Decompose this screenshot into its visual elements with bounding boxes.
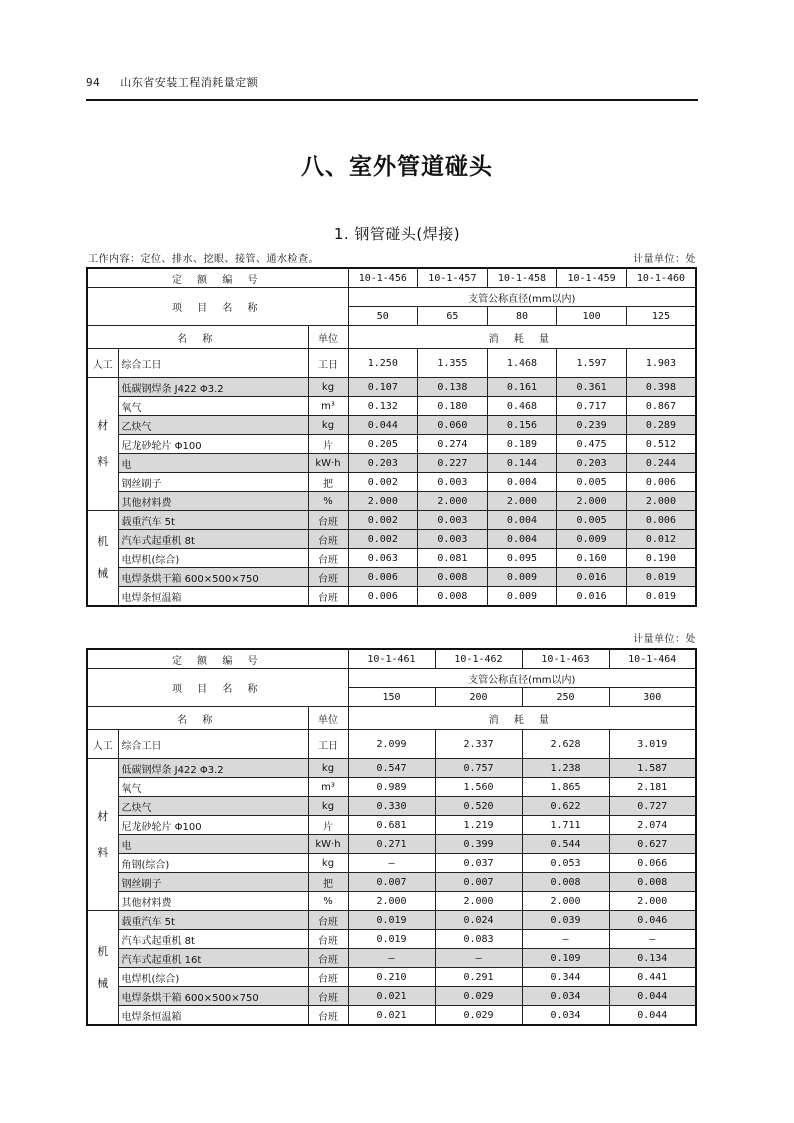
resource-name: 低碳钢焊条 J422 Φ3.2 [118, 759, 308, 778]
consumption-value: 1.355 [418, 349, 488, 378]
material-category-char: 料 [97, 845, 109, 859]
material-row [87, 835, 696, 854]
resource-name: 综合工日 [118, 730, 308, 759]
machine-row [87, 511, 696, 530]
material-category [87, 759, 118, 911]
name-header: 名 称 [87, 326, 308, 349]
consumption-value: 0.107 [348, 378, 418, 397]
consumption-value: 0.002 [348, 473, 418, 492]
consumption-value: 0.727 [609, 797, 696, 816]
consumption-value: 2.628 [522, 730, 609, 759]
material-row [87, 892, 696, 911]
consumption-value: 0.189 [487, 435, 557, 454]
resource-name: 汽车式起重机 8t [118, 930, 308, 949]
consumption-value: 0.361 [557, 378, 627, 397]
page-number: 94 [86, 76, 101, 89]
machine-row [87, 987, 696, 1006]
consumption-value: 0.004 [487, 530, 557, 549]
consumption-value: 2.000 [348, 492, 418, 511]
consumption-value: 1.219 [435, 816, 522, 835]
consumption-value: 0.081 [418, 549, 488, 568]
diameter-value: 200 [435, 688, 522, 707]
consumption-value: 0.399 [435, 835, 522, 854]
consumption-value: 1.711 [522, 816, 609, 835]
consumption-value: 0.044 [348, 416, 418, 435]
material-row [87, 778, 696, 797]
consumption-value: 0.009 [487, 568, 557, 587]
consumption-value: 0.008 [522, 873, 609, 892]
material-row [87, 416, 696, 435]
resource-name: 乙炔气 [118, 797, 308, 816]
consumption-value: 0.398 [626, 378, 696, 397]
name-header: 名 称 [87, 707, 308, 730]
consumption-value: 0.274 [418, 435, 488, 454]
consumption-value: 0.016 [557, 568, 627, 587]
consumption-value: 0.468 [487, 397, 557, 416]
consumption-value: 0.203 [557, 454, 627, 473]
consumption-value: 2.000 [557, 492, 627, 511]
resource-name: 角钢(综合) [118, 854, 308, 873]
resource-unit: kg [308, 378, 348, 397]
quota-code-label: 定 额 编 号 [87, 268, 348, 288]
consumption-value: 2.099 [348, 730, 435, 759]
material-row [87, 397, 696, 416]
consumption-value: 0.024 [435, 911, 522, 930]
consumption-value: 0.289 [626, 416, 696, 435]
consumption-value: 2.337 [435, 730, 522, 759]
chapter-title: 八、室外管道碰头 [301, 154, 493, 180]
resource-unit: kW·h [308, 835, 348, 854]
resource-name: 电 [118, 835, 308, 854]
machine-row [87, 1006, 696, 1026]
machine-category-char: 械 [97, 976, 109, 990]
material-category-char: 料 [97, 455, 109, 468]
consumption-value: 0.003 [418, 473, 488, 492]
consumption-value: 1.560 [435, 778, 522, 797]
consumption-value: 0.044 [609, 987, 696, 1006]
quota-code-row [87, 268, 696, 288]
material-row [87, 378, 696, 397]
material-row [87, 492, 696, 511]
consumption-value: 0.512 [626, 435, 696, 454]
consumption-value: 0.210 [348, 968, 435, 987]
resource-name: 电焊机(综合) [118, 549, 308, 568]
consumption-value: 0.156 [487, 416, 557, 435]
diameter-value: 250 [522, 688, 609, 707]
resource-name: 其他材料费 [118, 892, 308, 911]
consumption-value: 0.138 [418, 378, 488, 397]
resource-unit: kg [308, 759, 348, 778]
consumption-value: 0.029 [435, 987, 522, 1006]
machine-row [87, 549, 696, 568]
consumption-value: 0.757 [435, 759, 522, 778]
consumption-value: — [522, 930, 609, 949]
item-name-label: 项 目 名 称 [87, 288, 348, 326]
consumption-value: 0.475 [557, 435, 627, 454]
resource-unit: 把 [308, 873, 348, 892]
material-row [87, 454, 696, 473]
consumption-value: 1.597 [557, 349, 627, 378]
consumption-value: 1.238 [522, 759, 609, 778]
consumption-value: 1.865 [522, 778, 609, 797]
consumption-value: 0.190 [626, 549, 696, 568]
resource-name: 尼龙砂轮片 Φ100 [118, 816, 308, 835]
consumption-value: 0.063 [348, 549, 418, 568]
consumption-value: 0.039 [522, 911, 609, 930]
consumption-value: 0.005 [557, 473, 627, 492]
consumption-value: 0.006 [348, 568, 418, 587]
material-row [87, 816, 696, 835]
consumption-value: 0.005 [557, 511, 627, 530]
machine-category-char: 机 [97, 944, 109, 958]
resource-unit: kg [308, 854, 348, 873]
consumption-value: 0.520 [435, 797, 522, 816]
book-title: 山东省安装工程消耗量定额 [120, 76, 259, 89]
diameter-value: 50 [348, 307, 418, 326]
resource-name: 氧气 [118, 778, 308, 797]
header-rule [86, 99, 698, 101]
machine-row [87, 968, 696, 987]
table1-meta [88, 250, 696, 265]
labor-row [87, 349, 696, 378]
column-header-row [87, 326, 696, 349]
consumption-value: 0.681 [348, 816, 435, 835]
resource-unit: 台班 [308, 568, 348, 587]
resource-name: 氧气 [118, 397, 308, 416]
resource-unit: % [308, 492, 348, 511]
labor-category: 人工 [87, 730, 118, 759]
resource-unit: 把 [308, 473, 348, 492]
consumption-value: — [348, 854, 435, 873]
consumption-value: 2.000 [626, 492, 696, 511]
consumption-value: 0.622 [522, 797, 609, 816]
resource-name: 载重汽车 5t [118, 511, 308, 530]
quota-code: 10-1-461 [348, 649, 435, 669]
diameter-caption: 支管公称直径(mm以内) [348, 288, 696, 307]
resource-unit: m³ [308, 778, 348, 797]
consumption-value: 0.044 [609, 1006, 696, 1026]
consumption-value: 0.019 [626, 568, 696, 587]
material-row [87, 473, 696, 492]
work-content: 工作内容：定位、排水、挖眼、接管、通水检查。 [88, 254, 319, 265]
resource-unit: kW·h [308, 454, 348, 473]
quota-code: 10-1-459 [557, 268, 627, 288]
machine-category-char: 械 [97, 567, 109, 580]
resource-unit: 台班 [308, 911, 348, 930]
diameter-value: 100 [557, 307, 627, 326]
consumption-value: 0.053 [522, 854, 609, 873]
material-category [87, 378, 118, 511]
consumption-value: 0.627 [609, 835, 696, 854]
section-title: 1. 钢管碰头(焊接) [333, 225, 461, 243]
consumption-value: 1.468 [487, 349, 557, 378]
consumption-value: 0.060 [418, 416, 488, 435]
resource-name: 汽车式起重机 8t [118, 530, 308, 549]
resource-unit: kg [308, 416, 348, 435]
consumption-value: 0.019 [626, 587, 696, 607]
material-row [87, 873, 696, 892]
quota-code: 10-1-456 [348, 268, 418, 288]
consumption-value: 0.227 [418, 454, 488, 473]
resource-unit: 台班 [308, 549, 348, 568]
consumption-value: 0.180 [418, 397, 488, 416]
item-name-row [87, 669, 696, 688]
consumption-value: 0.004 [487, 511, 557, 530]
resource-unit: 台班 [308, 930, 348, 949]
running-header [86, 74, 698, 90]
resource-unit: 台班 [308, 587, 348, 607]
consumption-value: 0.989 [348, 778, 435, 797]
unit-header: 单位 [308, 707, 348, 730]
consumption-value: 0.019 [348, 911, 435, 930]
machine-row [87, 568, 696, 587]
quota-code: 10-1-463 [522, 649, 609, 669]
diameter-value: 80 [487, 307, 557, 326]
material-row [87, 854, 696, 873]
resource-unit: 片 [308, 816, 348, 835]
resource-name: 电焊条恒温箱 [118, 587, 308, 607]
resource-name: 钢丝刷子 [118, 873, 308, 892]
consumption-value: 0.007 [435, 873, 522, 892]
consumption-value: 0.083 [435, 930, 522, 949]
material-category-char: 材 [97, 809, 109, 823]
consumption-value: 0.004 [487, 473, 557, 492]
item-name-label: 项 目 名 称 [87, 669, 348, 707]
consumption-value: 0.547 [348, 759, 435, 778]
consumption-value: 0.867 [626, 397, 696, 416]
diameter-caption: 支管公称直径(mm以内) [348, 669, 696, 688]
consumption-value: 0.029 [435, 1006, 522, 1026]
resource-unit: 工日 [308, 349, 348, 378]
resource-unit: kg [308, 797, 348, 816]
consumption-value: 0.160 [557, 549, 627, 568]
consumption-value: 0.717 [557, 397, 627, 416]
labor-row [87, 730, 696, 759]
consumption-value: 2.000 [522, 892, 609, 911]
consumption-value: 2.000 [348, 892, 435, 911]
consumption-value: 0.066 [609, 854, 696, 873]
consumption-value: 0.009 [557, 530, 627, 549]
resource-name: 电焊条烘干箱 600×500×750 [118, 987, 308, 1006]
consumption-value: 0.008 [609, 873, 696, 892]
consumption-value: 0.034 [522, 1006, 609, 1026]
consumption-value: 0.544 [522, 835, 609, 854]
consumption-value: 0.244 [626, 454, 696, 473]
column-header-row [87, 707, 696, 730]
consumption-value: 0.008 [418, 587, 488, 607]
consumption-value: 2.000 [609, 892, 696, 911]
consumption-value: 2.181 [609, 778, 696, 797]
resource-name: 其他材料费 [118, 492, 308, 511]
consumption-value: 0.021 [348, 1006, 435, 1026]
quota-code: 10-1-460 [626, 268, 696, 288]
resource-name: 尼龙砂轮片 Φ100 [118, 435, 308, 454]
machine-row [87, 530, 696, 549]
item-name-row [87, 288, 696, 307]
material-row [87, 759, 696, 778]
resource-unit: 台班 [308, 530, 348, 549]
resource-unit: 台班 [308, 949, 348, 968]
consumption-value: 0.271 [348, 835, 435, 854]
quota-code: 10-1-462 [435, 649, 522, 669]
consumption-value: 0.034 [522, 987, 609, 1006]
consumption-value: 0.009 [487, 587, 557, 607]
consumption-value: 0.441 [609, 968, 696, 987]
labor-category: 人工 [87, 349, 118, 378]
quota-table-1 [86, 267, 697, 607]
unit-label-2: 计量单位：处 [633, 634, 696, 645]
resource-unit: 台班 [308, 511, 348, 530]
consumption-value: 0.239 [557, 416, 627, 435]
resource-name: 乙炔气 [118, 416, 308, 435]
machine-row [87, 587, 696, 607]
consumption-value: 1.250 [348, 349, 418, 378]
consumption-value: 0.006 [626, 473, 696, 492]
consumption-value: 2.000 [435, 892, 522, 911]
consumption-value: 0.006 [626, 511, 696, 530]
machine-row [87, 949, 696, 968]
quota-code-label: 定 额 编 号 [87, 649, 348, 669]
quota-table-2 [86, 648, 697, 1026]
machine-category [87, 511, 118, 607]
consumption-value: 0.006 [348, 587, 418, 607]
resource-unit: m³ [308, 397, 348, 416]
consumption-value: 0.132 [348, 397, 418, 416]
consumption-value: 3.019 [609, 730, 696, 759]
material-row [87, 797, 696, 816]
consumption-value: 0.330 [348, 797, 435, 816]
consumption-value: 0.016 [557, 587, 627, 607]
diameter-value: 65 [418, 307, 488, 326]
resource-unit: 台班 [308, 1006, 348, 1026]
machine-category [87, 911, 118, 1026]
consumption-value: 0.037 [435, 854, 522, 873]
consumption-value: 0.161 [487, 378, 557, 397]
resource-unit: % [308, 892, 348, 911]
resource-name: 电焊条烘干箱 600×500×750 [118, 568, 308, 587]
consumption-value: 0.344 [522, 968, 609, 987]
consumption-value: — [609, 930, 696, 949]
consumption-header: 消 耗 量 [348, 326, 696, 349]
resource-unit: 工日 [308, 730, 348, 759]
consumption-value: 0.003 [418, 530, 488, 549]
consumption-value: 0.002 [348, 530, 418, 549]
machine-row [87, 930, 696, 949]
consumption-value: 1.903 [626, 349, 696, 378]
diameter-value: 150 [348, 688, 435, 707]
consumption-value: 0.007 [348, 873, 435, 892]
unit-label: 计量单位：处 [633, 254, 696, 265]
consumption-value: 1.587 [609, 759, 696, 778]
consumption-value: 0.205 [348, 435, 418, 454]
consumption-value: 0.109 [522, 949, 609, 968]
consumption-value: 0.008 [418, 568, 488, 587]
consumption-value: 0.019 [348, 930, 435, 949]
resource-name: 低碳钢焊条 J422 Φ3.2 [118, 378, 308, 397]
resource-name: 汽车式起重机 16t [118, 949, 308, 968]
consumption-value: 0.134 [609, 949, 696, 968]
unit-header: 单位 [308, 326, 348, 349]
consumption-value: 0.012 [626, 530, 696, 549]
material-category-char: 材 [97, 419, 109, 432]
quota-code: 10-1-457 [418, 268, 488, 288]
consumption-header: 消 耗 量 [348, 707, 696, 730]
consumption-value: 0.002 [348, 511, 418, 530]
resource-name: 电焊机(综合) [118, 968, 308, 987]
machine-row [87, 911, 696, 930]
resource-name: 电焊条恒温箱 [118, 1006, 308, 1026]
consumption-value: 0.203 [348, 454, 418, 473]
resource-unit: 台班 [308, 968, 348, 987]
consumption-value: 0.291 [435, 968, 522, 987]
consumption-value: 0.046 [609, 911, 696, 930]
resource-name: 载重汽车 5t [118, 911, 308, 930]
consumption-value: 0.095 [487, 549, 557, 568]
quota-code: 10-1-458 [487, 268, 557, 288]
consumption-value: — [348, 949, 435, 968]
diameter-value: 125 [626, 307, 696, 326]
quota-code-row [87, 649, 696, 669]
resource-name: 钢丝刷子 [118, 473, 308, 492]
resource-name: 综合工日 [118, 349, 308, 378]
consumption-value: 2.074 [609, 816, 696, 835]
consumption-value: 2.000 [487, 492, 557, 511]
machine-category-char: 机 [97, 535, 109, 548]
consumption-value: 0.144 [487, 454, 557, 473]
material-row [87, 435, 696, 454]
resource-unit: 台班 [308, 987, 348, 1006]
resource-name: 电 [118, 454, 308, 473]
consumption-value: 0.003 [418, 511, 488, 530]
resource-unit: 片 [308, 435, 348, 454]
consumption-value: 0.021 [348, 987, 435, 1006]
consumption-value: — [435, 949, 522, 968]
consumption-value: 2.000 [418, 492, 488, 511]
diameter-value: 300 [609, 688, 696, 707]
quota-code: 10-1-464 [609, 649, 696, 669]
